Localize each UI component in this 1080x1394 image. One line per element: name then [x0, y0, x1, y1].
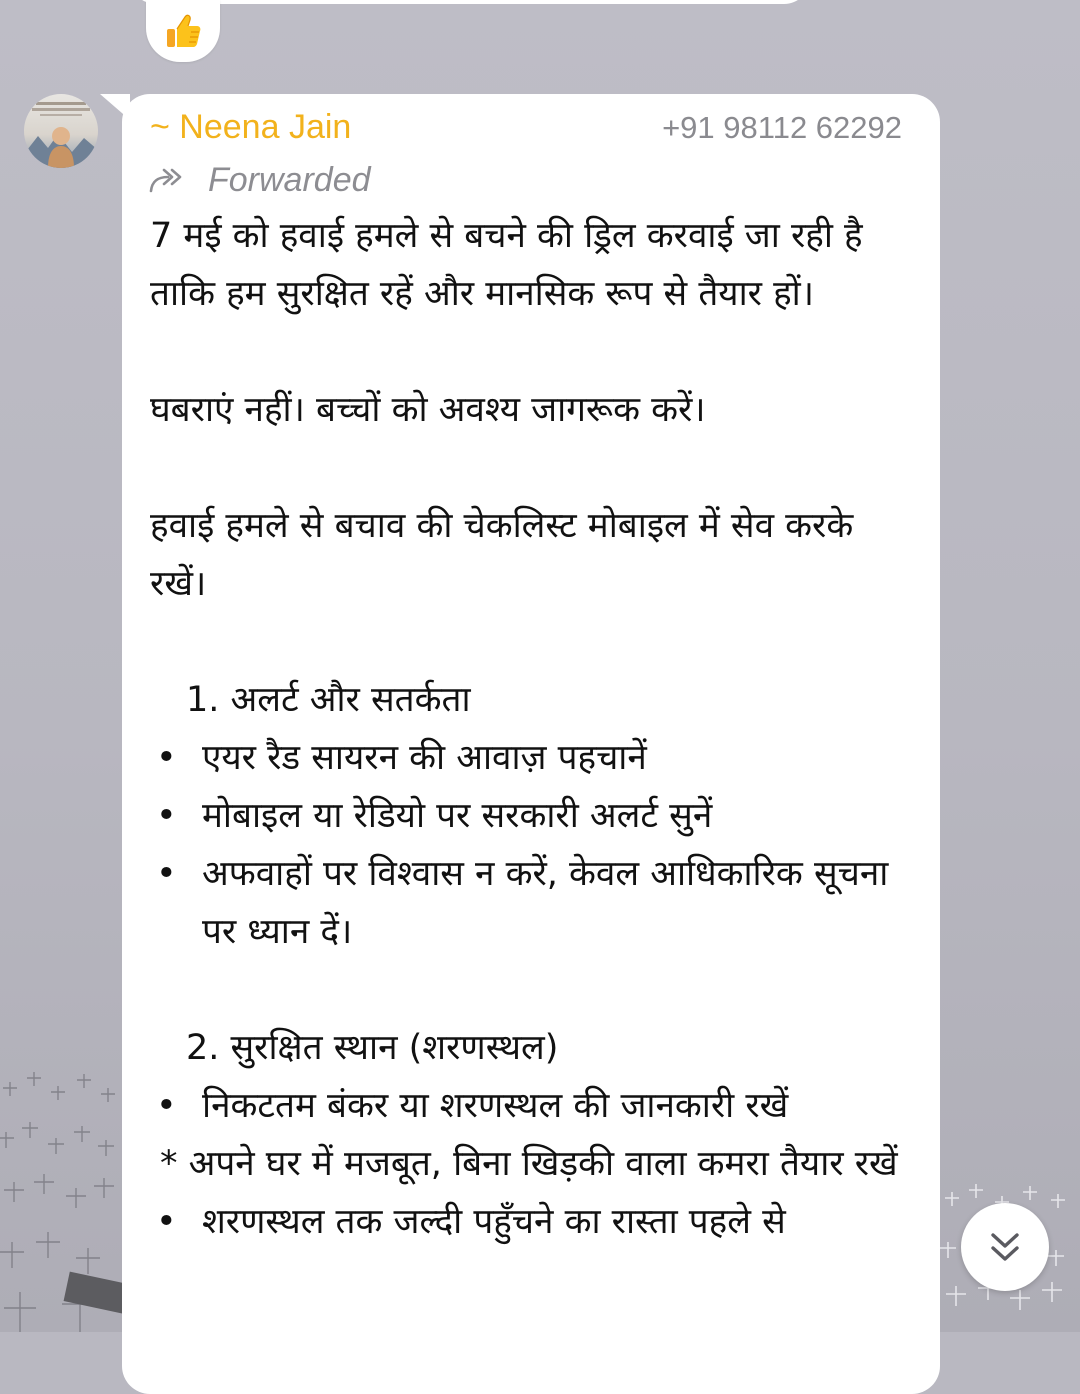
contact-avatar-image [24, 94, 98, 168]
list-item [150, 729, 920, 787]
message-paragraph: 7 मई को हवाई हमले से बचने की ड्रिल करवाई जा रही है ताकि हम सुरक्षित रहें और मानसिक रूप से तैयार हों। [150, 216, 863, 314]
message-paragraph: घबराएं नहीं। बच्चों को अवश्य जागरूक करें। [150, 390, 706, 430]
list-item [150, 1193, 920, 1251]
forwarded-icon [148, 165, 186, 195]
thumbs-up-icon [163, 11, 203, 51]
list-item [150, 845, 920, 961]
bullet-marker: • [156, 1202, 177, 1242]
list-item [150, 1077, 920, 1135]
section-heading: 2. सुरक्षित स्थान (शरणस्थल) [186, 1028, 559, 1068]
forwarded-label: Forwarded [208, 160, 371, 199]
wallpaper-crosses-left [0, 1042, 130, 1332]
list-item-text: एयर रैड सायरन की आवाज़ पहचानें [202, 738, 647, 778]
wallpaper-pattern-left [0, 1042, 130, 1332]
list-item-text: शरणस्थल तक जल्दी पहुँचने का रास्ता पहले से [202, 1202, 786, 1242]
sender-phone[interactable]: +91 98112 62292 [662, 110, 902, 145]
message-text [150, 207, 920, 1251]
list-item: * अपने घर में मजबूत, बिना खिड़की वाला कमरा तैयार रखें [160, 1144, 898, 1184]
bullet-marker: • [156, 854, 177, 894]
bullet-marker: • [156, 738, 177, 778]
forwarded-indicator [148, 160, 371, 200]
bullet-marker: • [156, 1086, 177, 1126]
list-item-text: निकटतम बंकर या शरणस्थल की जानकारी रखें [202, 1086, 789, 1126]
list-item-text: मोबाइल या रेडियो पर सरकारी अलर्ट सुनें [202, 796, 713, 836]
reaction-badge[interactable] [146, 0, 220, 62]
sender-avatar[interactable] [24, 94, 98, 168]
bullet-marker: • [156, 796, 177, 836]
scroll-to-bottom-button[interactable] [961, 1203, 1049, 1291]
message-paragraph: हवाई हमले से बचाव की चेकलिस्ट मोबाइल में सेव करके रखें। [150, 506, 854, 604]
list-item [150, 787, 920, 845]
sender-name[interactable]: ~ Neena Jain [150, 108, 352, 146]
section-heading: 1. अलर्ट और सतर्कता [186, 680, 471, 720]
double-chevron-down-icon [985, 1227, 1025, 1267]
list-item-text: अफवाहों पर विश्वास न करें, केवल आधिकारिक सूचना पर ध्यान दें। [202, 854, 889, 952]
previous-message-bubble[interactable] [130, 0, 810, 4]
